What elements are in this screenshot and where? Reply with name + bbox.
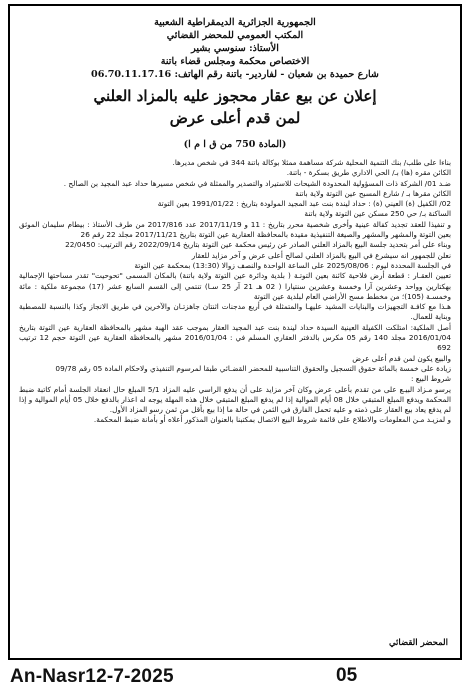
- legal-notice-box: [8, 4, 462, 660]
- body-paragraph: و تنفيذا للعقد تجديد كفالة عينية وأخرى شخصية محرر بتاريخ : 11 و 2017/11/19 عدد 2017/816 من طرف الأستاذ : بيطام سليمان الموثق بعين التوتة والمشهر والمشهر والصيغة التنفيذية مقيدة بالمحافظة العقارية عين التوتة بتاريخ 2017/11/21 مجلد 22 رقم 26: [19, 219, 451, 240]
- publication-date: An-Nasr12-7-2025: [10, 666, 174, 687]
- bailiff-signature: المحضر القضائي: [388, 638, 448, 648]
- body-paragraph: زيادة على خمسة بالمائة حقوق التسجيل والحقوق التناسبية للمحضر القضـائي طبقا لمرسوم التنفيذي ولاحكام المادة 05 رقم 09/78: [55, 363, 451, 373]
- header-jurisdiction: الاختصاص محكمة ومجلس قضاء باتنة: [160, 56, 310, 67]
- notice-body: [10, 158, 460, 426]
- body-paragraph: نعلن للجمهور انه سيشرع في البيع بالمزاد العلني لصالح أعلى عرض و آخر مزايد للعقار: [191, 250, 451, 260]
- body-paragraph: بناءا على طلب/ بنك التنمية المحلية شركة مساهمة ممثلا بوكالة باتنة 344 في شخص مديرها.: [172, 158, 451, 167]
- header-address: شارع حميدة بن شعبان - لفاردير- باتنة رقم الهاتف: 06.70.11.17.16: [91, 69, 379, 80]
- header-bailiff-name: الأستاذ: سنوسي بشير: [191, 43, 279, 54]
- body-paragraph: أصل الملكية: امتلكت الكفيلة العينية السيدة حداد ليندة بنت عبد المجيد العقار بموجب عقد الهبة مشهر بالمحافظة العقارية عين التوتة بتاريخ 2016/01/04 مجلد 140 رقم 05 مكرس بالدفتر العقاري المسلم في : 2016/01/04 مشهر بالمحافظة العقارية عين التوتة حجم 12 ترتيب 692: [19, 322, 451, 353]
- body-paragraph: والبيع يكون لمن قدم أعلى عرض: [352, 353, 451, 363]
- body-paragraph: وبناء على أمر بتحديد جلسة البيع بالمزاد العلني الصادر عن رئيس محكمة عين التوتة بتاريخ 2022/09/14 رقم الترتيب: 22/0450: [65, 240, 451, 250]
- body-paragraph: 02/ الكفيل (ة) العيني (ة) : حداد ليندة بنت عبد المجيد المولودة بتاريخ : 1991/01/22 بعين التوتة: [157, 199, 451, 209]
- body-paragraph: يرسو مـزاد البيـع على من تقدم بأعلى عرض وكان آخر مزايد على أن يدفع الراسي عليه المزاد 5/1 المبلغ حال انعقاد الجلسة أمام كاتبة ضبط المحكمة ويدفع المبلغ المتبقي خلال 08 أيام الموالية إذا لم يدفع المبلغ المتبقي خلال هذه المهلة يوجه له اعذار بالدفع خلال 05 أيام الموالية و إذا لم يدفع يعاد بيع العقار على ذمته و عليه تحمل الفارق في الثمن في حالة ما إذا بيع بأقل من ثمن رسو المزاد الأول.: [19, 384, 451, 415]
- body-paragraph: و لمزيـد مـن المعلومات والاطلاع على قائمة شروط البيع الاتصال بمكتبنا بالعنوان المذكور أعلاه أو بأمانة ضبط المحكمة.: [93, 415, 451, 425]
- page-footer: [0, 664, 470, 692]
- body-paragraph: الكائن مقره (ها) بـ/ الحي الاداري طريق بسكرة - باتنة.: [286, 168, 451, 178]
- body-paragraph: الساكنة بـ/ حي 250 مسكن عين التوتة ولاية باتنة: [304, 209, 451, 219]
- title-line-1: إعلان عن بيع عقار محجوز عليه بالمزاد العلني: [93, 87, 377, 105]
- notice-header: [10, 6, 460, 81]
- body-paragraph: تعيين العقـار : قطعة أرض فلاحية كائنة بعين التوتـة ( بلدية ودائرة عين التوتة ولاية باتنة) بالمكان المسمى "تحوحيت" تقدر مساحتها الإجمالية بهكتارين وواحد وعشرين آرا وخمسة وعشرين سنتيارا ( 02 هـ 21 آر 25 سـا) تنتمي إلى القسم السابع عشر (17) مجموعة ملكية : مائة وخمسـة (105)؛ من مخطط مسح الأراضي العام لبلدية عين التوتة: [19, 271, 451, 301]
- header-republic: الجمهورية الجزائرية الديمقراطية الشعبية: [154, 17, 316, 28]
- article-reference: (المادة 750 من ق ا م ا): [183, 139, 287, 150]
- header-office: المكتب العمومي للمحضر القضائي: [166, 30, 304, 41]
- body-paragraph: ضـد 01/ الشركة ذات المسؤولية المحدودة الشيحات للاستيراد والتصدير والممثلة في شخص مسيرها حداد عبد المجيد بن الصالح .: [63, 178, 451, 188]
- notice-title: [10, 85, 460, 129]
- page-number: 05: [336, 665, 358, 686]
- title-line-2: لمن قدم أعلى عرض: [169, 109, 301, 127]
- body-paragraph: في الجلسة المحددة ليوم : 2025/08/06 على الساعة الواحدة والنصف زوالا (13:30) بمحكمة عين التوتة: [134, 260, 451, 270]
- body-paragraph: هـذا مع كافـة التجهيزات والبنايات المشيد عليهـا والمتمثلة في أربع مدجنات اثنتان جاهزتـان والآخرين في طريق الانجاز وكذا بالنسبة للمصطبة وبناية للعمال.: [19, 302, 451, 322]
- body-paragraph: الكائن مقرها بـ / شارع المسبح عين التوتة ولاية باتنة: [295, 188, 451, 198]
- body-paragraph: شروط البيع :: [410, 374, 451, 384]
